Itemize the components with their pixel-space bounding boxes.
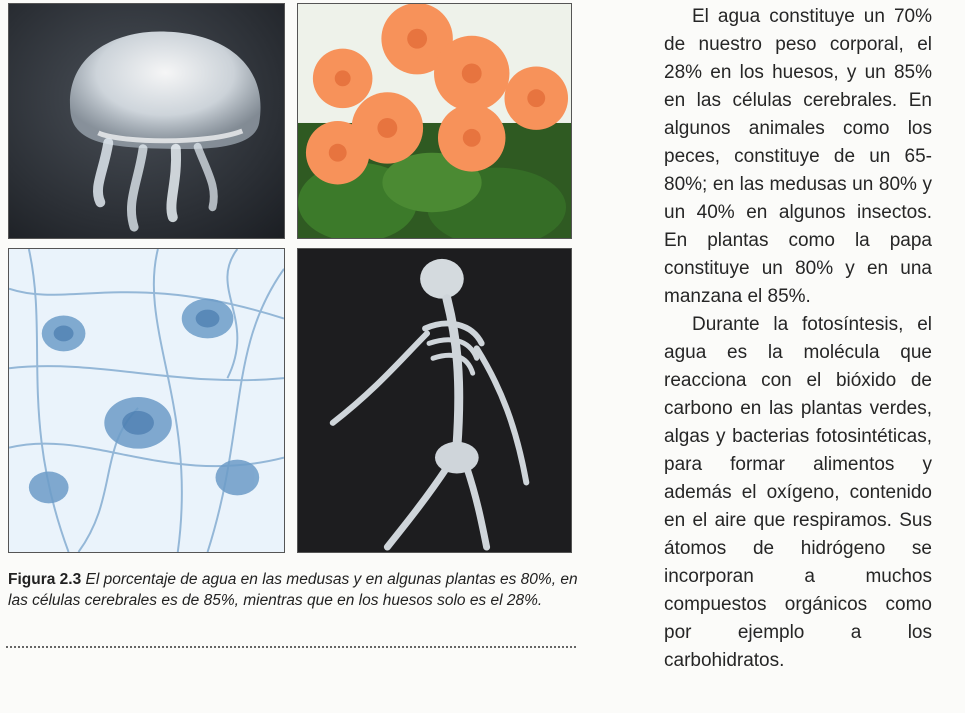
figure-caption bbox=[8, 569, 578, 611]
figure-label: Figura 2.3 bbox=[8, 571, 82, 588]
jellyfish-photo bbox=[8, 3, 285, 239]
skeleton-photo bbox=[297, 248, 572, 553]
paragraph-water-percentages: El agua constituye un 70% de nuestro peso corporal, el 28% en los huesos, y un 85% en las células cerebrales. En algunos animales como los peces, constituye de un 65-80%; en las medusas un 80% y un 40% en algunos insectos. En plantas como la papa constituye un 80% y en una manzana el 85%. bbox=[664, 6, 932, 307]
figure-caption-text: El porcentaje de agua en las medusas y en algunas plantas es 80%, en las células cerebrales es de 85%, mientras que en los huesos solo es el 28%. bbox=[8, 571, 578, 609]
caption-divider bbox=[6, 646, 576, 648]
neurons-photo bbox=[8, 248, 285, 553]
body-text-column bbox=[664, 3, 932, 675]
paragraph-photosynthesis: Durante la fotosíntesis, el agua es la molécula que reacciona con el bióxido de carbono en las plantas verdes, algas y bacterias fotosintéticas, para formar alimentos y además el oxígeno, contenido en el aire que respiramos. Sus átomos de hidrógeno se incorporan a muchos compuestos orgánicos como por ejemplo a los carbohidratos. bbox=[664, 314, 932, 671]
flowers-photo bbox=[297, 3, 572, 239]
